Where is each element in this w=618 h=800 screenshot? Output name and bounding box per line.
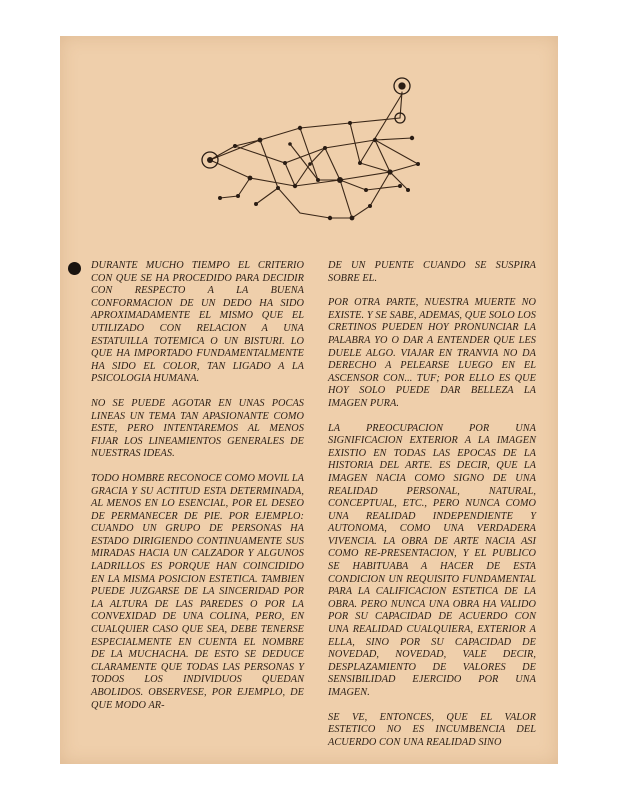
paragraph: DE UN PUENTE CUANDO SE SUSPIRA SOBRE EL. — [328, 260, 536, 284]
paragraph: SE VE, ENTONCES, QUE EL VALOR ESTETICO NO ES INCUMBENCIA DEL ACUERDO CON UNA REALIDAD SINO — [328, 711, 536, 748]
paragraph: NO SE PUEDE AGOTAR EN UNAS POCAS LINEAS UN TEMA TAN APASIONANTE COMO ESTE, PERO INTENTAREMOS AL MENOS FIJAR LOS LINEAMIENTOS GENERALES DE NUESTRAS IDEAS. — [91, 397, 304, 460]
line-drawing-illustration — [190, 68, 430, 248]
paragraph: LA PREOCUPACION POR UNA SIGNIFICACION EXTERIOR A LA IMAGEN EXISTIO EN TODAS LAS EPOCAS DE LA HISTORIA DEL ARTE. ES DECIR, QUE LA IMAGEN NACIA COMO SIGNO DE UNA REALIDAD PERSONAL, NATURAL, CONCEPTUAL, ETC., PERO NUNCA COMO UNA REALIDAD INDEPENDIENTE Y AUTONOMA, COMO UNA VERDADERA VIVENCIA. LA OBRA DE ARTE NACIA ASI COMO RE-PRESENTACION, Y EL PUBLICO SE HABITUABA A HACER DE ESTA CONDICION UN REQUISITO FUNDAMENTAL PARA LA CALIFICACION ESTETICA DE LA OBRA. PERO NUNCA UNA OBRA HA VALIDO POR SU CAPACIDAD DE ACUERDO CON UNA REALIDAD CUALQUIERA, EXTERIOR A ELLA, SINO POR SU CAPACIDAD DE NOVEDAD, NOVEDAD, VALE DECIR, DESPLAZAMIENTO DE VALORES DE SENSIBILIDAD EJERCIDO POR UNA IMAGEN. — [328, 422, 536, 698]
text-column-right — [328, 260, 536, 761]
paragraph: POR OTRA PARTE, NUESTRA MUERTE NO EXISTE. Y SE SABE, ADEMAS, QUE SOLO LOS CRETINOS PUEDEN HOY PRONUNCIAR LA PALABRA YO O DAR A ENTENDER QUE LES DUELE ALGO. VIAJAR EN TRANVIA NO DA DERECHO A PELEARSE LUEGO EN EL ASCENSOR CON... TUF; POR ELLO ES QUE HOY SOLO PUEDE DAR BELLEZA LA IMAGEN PURA. — [328, 297, 536, 409]
text-column-left — [91, 260, 304, 724]
binder-hole-dot — [68, 262, 81, 275]
paper-page — [60, 36, 558, 764]
paragraph: TODO HOMBRE RECONOCE COMO MOVIL LA GRACIA Y SU ACTITUD ESTA DETERMINADA, AL MENOS EN LO ESENCIAL, POR EL DESEO DE PERMANECER DE PIE. POR EJEMPLO: CUANDO UN GRUPO DE PERSONAS HA ESTADO DIRIGIENDO CONTINUAMENTE SUS MIRADAS HACIA UN CALZADOR Y ALGUNOS LADRILLOS ES PORQUE HAN COINCIDIDO EN LA MISMA POSICION ESTETICA. TAMBIEN PUEDE JUZGARSE DE LA SINCERIDAD POR LA ALTURA DE LAS PAREDES O POR LA CONVEXIDAD DE UNA COLINA, PERO, EN CUALQUIER CASO QUE SEA, DEBE TENERSE ESPECIALMENTE EN CUENTA EL NOMBRE DE LA MUCHACHA. DE ESTO SE DEDUCE CLARAMENTE QUE TODAS LAS PERSONAS Y TODOS LOS INDIVIDUOS QUEDAN ABOLIDOS. OBSERVESE, POR EJEMPLO, DE QUE MODO AR- — [91, 472, 304, 711]
paragraph: DURANTE MUCHO TIEMPO EL CRITERIO CON QUE SE HA PROCEDIDO PARA DECIDIR CON RESPECTO A LA BUENA CONFORMACION DE UN DEDO HA SIDO APROXIMADAMENTE EL MISMO QUE EL UTILIZADO CON RELACION A UNA ESTATUILLA TOTEMICA O UN BISTURI. LO QUE HA IMPORTADO FUNDAMENTALMENTE HA SIDO EL COLOR, TAN LIGADO A LA PSICOLOGIA HUMANA. — [91, 260, 304, 385]
